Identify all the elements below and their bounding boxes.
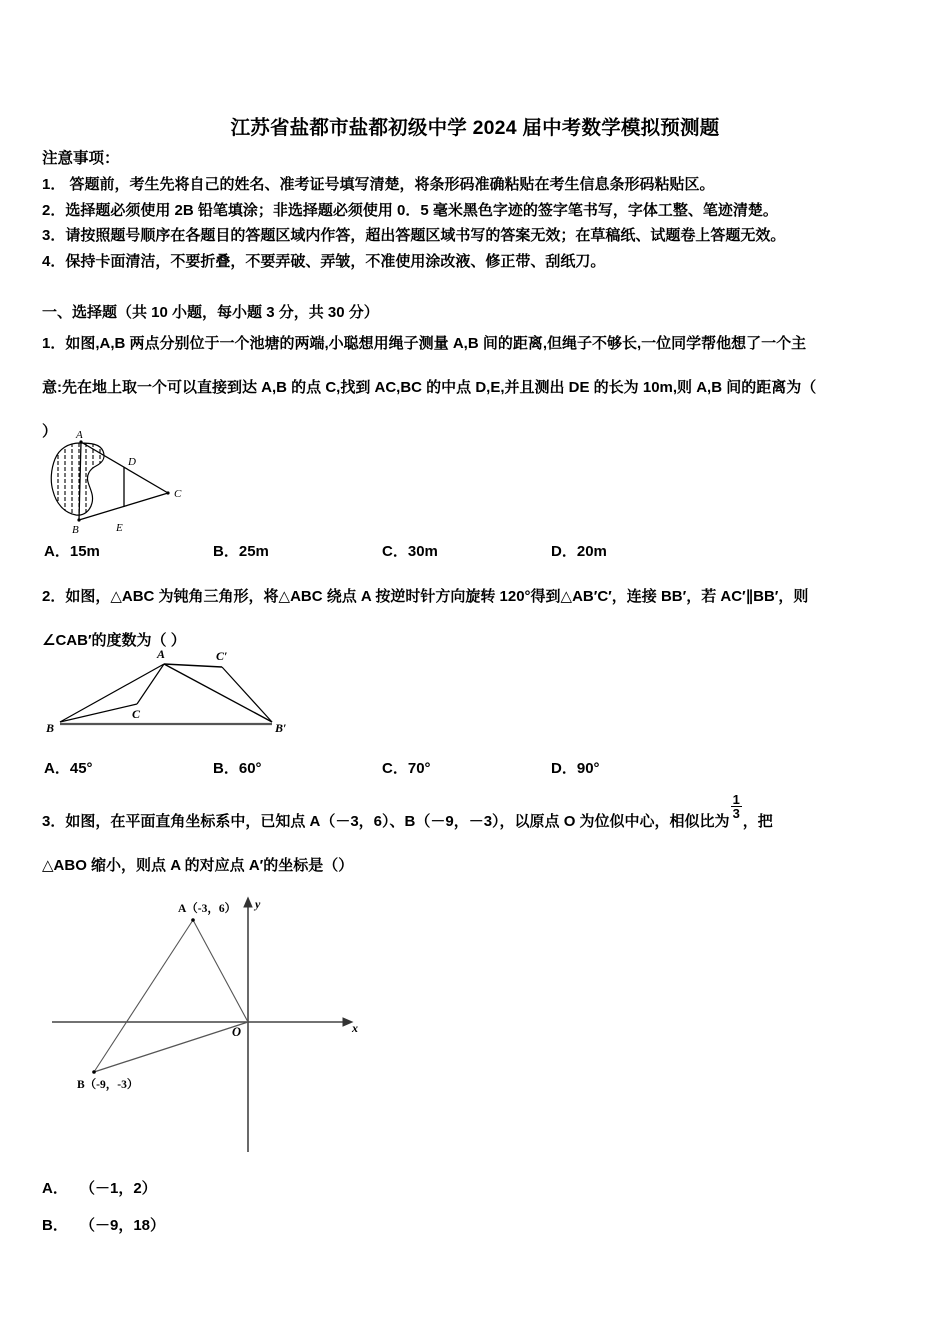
question-3-option-B[interactable] (42, 1207, 165, 1244)
option-D-text: 90° (576, 760, 600, 777)
notice-item-4: 4．保持卡面清洁，不要折叠，不要弄破、弄皱，不准使用涂改液、修正带、刮纸刀。 (42, 252, 606, 270)
question-1-option-A[interactable]: A．15m (44, 543, 100, 560)
question-1-options (42, 540, 926, 566)
pond-diagram-svg (48, 425, 218, 535)
question-3-figure (52, 890, 382, 1160)
option-C-label: C (382, 543, 393, 560)
segment-BC (60, 704, 137, 722)
option-B-label: B (213, 543, 224, 560)
question-1-line-2: 意:先在地上取一个可以直接到达 A,B 的点 C,找到 AC,BC 的中点 D,E,并且测出 DE 的长为 10m,则 A,B 间的距离为（ (42, 379, 817, 396)
question-3-line-2: △ABO 缩小，则点 A 的对应点 A′的坐标是（） (42, 857, 354, 874)
option-B-text: 60° (238, 760, 262, 777)
question-1-option-B[interactable]: B．25m (213, 543, 269, 560)
option-B-label: B (213, 760, 224, 777)
point-B-dot (92, 1070, 96, 1074)
label-origin: O (232, 1025, 242, 1039)
option-A-text: 45° (69, 760, 93, 777)
question-1-line-3: ） (42, 423, 58, 440)
question-3-option-A[interactable] (42, 1170, 165, 1207)
option-B-text: （－9，18） (80, 1217, 166, 1234)
question-2-line-2: ∠CAB′的度数为（ ） (42, 632, 186, 649)
section-heading-multiple-choice: 一、选择题（共 10 小题，每小题 3 分，共 30 分） (42, 304, 379, 321)
option-D-text: 20m (576, 543, 607, 560)
option-D-label: D (551, 543, 562, 560)
notice-item-1: 1． 答题前，考生先将自己的姓名、准考证号填写清楚，将条形码准确粘贴在考生信息条形码粘贴区。 (42, 176, 715, 193)
segment-CA (137, 664, 164, 704)
rotated-triangle-svg (44, 642, 299, 742)
label-point-B: B（-9，-3） (77, 1079, 139, 1091)
label-E: E (116, 522, 123, 534)
question-3-line-1-part-b: ，把 (742, 813, 773, 830)
label-y-axis: y (255, 897, 261, 911)
question-2-option-D[interactable]: D．90° (551, 760, 600, 777)
question-3-line-1-part-a: 3．如图，在平面直角坐标系中，已知点 A（－3，6）、B（－9，－3），以原点 O 为位似中心，相似比为 (42, 813, 730, 830)
question-2-line-1: 2．如图，△ABC 为钝角三角形，将△ABC 绕点 A 按逆时针方向旋转 120°得到△AB′C′，连接 BB′，若 AC′∥BB′，则 (42, 588, 809, 605)
segment-Cprime-Bprime (222, 667, 272, 722)
label-B: B (46, 721, 55, 735)
similarity-ratio-fraction (731, 793, 742, 820)
option-A-label: A． (42, 1180, 68, 1197)
segment-BO (94, 1022, 248, 1072)
segment-BA (60, 664, 164, 722)
segment-A-Cprime (164, 664, 222, 667)
label-C: C (174, 488, 182, 500)
label-x-axis: x (352, 1021, 358, 1035)
question-2-options (42, 757, 926, 783)
segment-A-Bprime (164, 664, 272, 722)
question-2-figure (44, 642, 299, 742)
option-A-text: 15m (69, 543, 100, 560)
question-1-line-1: 1．如图,A,B 两点分别位于一个池塘的两端,小聪想用绳子测量 A,B 间的距离,但绳子不够长,一位同学帮他想了一个主 (42, 335, 807, 352)
option-C-text: 30m (407, 543, 438, 560)
option-C-label: C (382, 760, 393, 777)
point-A-dot (191, 918, 195, 922)
notice-item-3: 3．请按照题号顺序在各题目的答题区域内作答，超出答题区域书写的答案无效；在草稿纸、试题卷上答题无效。 (42, 227, 786, 244)
notice-heading: 注意事项： (42, 150, 120, 167)
notice-item-2: 2．选择题必须使用 2B 铅笔填涂；非选择题必须使用 0．5 毫米黑色字迹的签字笔书写，字体工整、笔迹清楚。 (42, 201, 778, 219)
coordinate-plane-svg (52, 890, 382, 1160)
pond-shape (51, 443, 104, 515)
label-C-prime: C′ (216, 649, 228, 663)
option-C-text: 70° (407, 760, 431, 777)
label-point-A: A（-3，6） (178, 903, 237, 915)
fraction-denominator: 3 (732, 805, 740, 821)
label-C: C (132, 707, 141, 721)
question-3-line-1 (42, 791, 926, 844)
option-B-label: B． (42, 1217, 68, 1234)
option-D-label: D (551, 760, 562, 777)
label-A: A (157, 647, 166, 661)
question-1-figure (48, 425, 218, 535)
option-B-text: 25m (238, 543, 269, 560)
label-D: D (128, 456, 136, 468)
segment-AB (94, 920, 193, 1072)
point-B-dot (77, 518, 80, 521)
option-A-label: A (44, 543, 55, 560)
option-A-label: A (44, 760, 55, 777)
page-title: 江苏省盐都市盐都初级中学 2024 届中考数学模拟预测题 (230, 117, 720, 139)
notice-block (42, 146, 922, 274)
label-B: B (72, 524, 79, 535)
question-1-option-C[interactable]: C．30m (382, 543, 438, 560)
label-B-prime: B′ (275, 721, 287, 735)
option-A-text: （－1，2） (80, 1180, 157, 1197)
label-A: A (76, 429, 83, 441)
fraction-numerator: 1 (732, 791, 740, 807)
question-3-text (42, 791, 926, 888)
question-2-option-B[interactable]: B．60° (213, 760, 262, 777)
question-2-option-C[interactable]: C．70° (382, 760, 431, 777)
question-3-options (42, 1170, 165, 1244)
question-1-option-D[interactable]: D．20m (551, 543, 607, 560)
question-2-option-A[interactable]: A．45° (44, 760, 93, 777)
point-C-dot (166, 491, 169, 494)
segment-AO (193, 920, 248, 1022)
